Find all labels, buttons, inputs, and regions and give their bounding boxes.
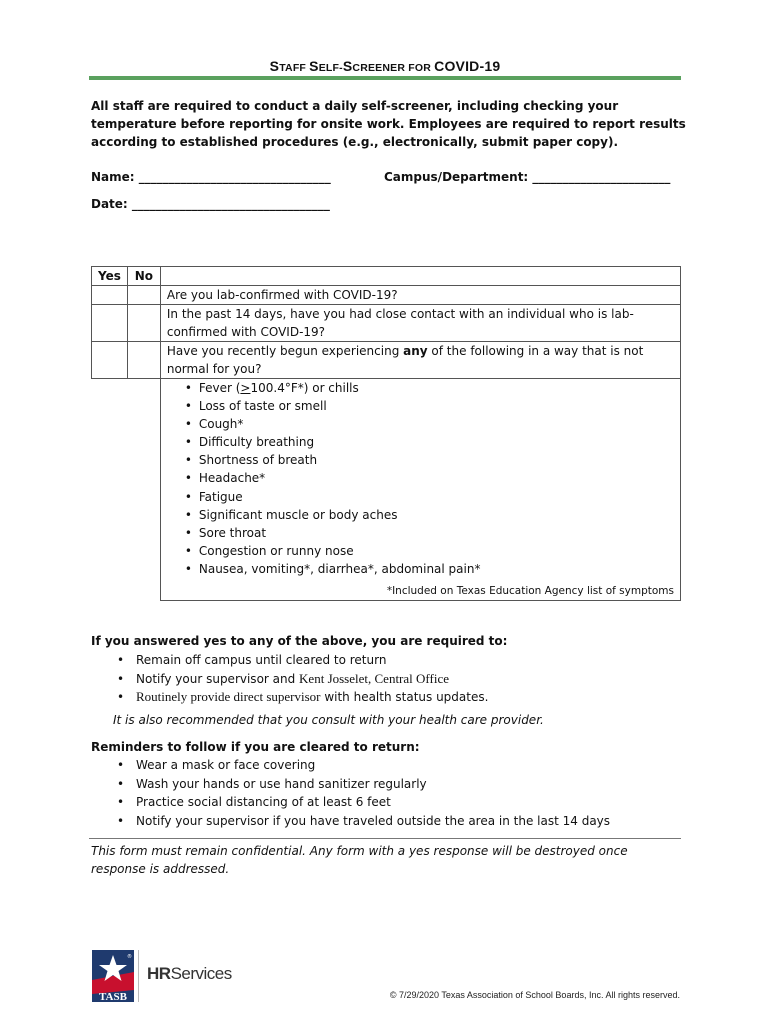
date-field[interactable]: Date: _________________________________: [91, 197, 330, 211]
list-item: • Fever (>100.4°F*) or chills: [185, 379, 674, 397]
no-header: No: [127, 267, 160, 286]
question-3: Have you recently begun experiencing any of the following in a way that is not normal for you?: [160, 342, 680, 379]
table-row: [92, 286, 681, 305]
no-checkbox[interactable]: [127, 286, 160, 305]
tasb-logo: [92, 950, 134, 1002]
list-item: • Routinely provide direct supervisor with health status updates.: [113, 688, 488, 707]
yes-checkbox[interactable]: [92, 286, 128, 305]
title-rule: [89, 76, 681, 80]
logo-separator: [138, 950, 139, 1002]
list-item: • Wear a mask or face covering: [113, 756, 610, 775]
tasb-logo-text: TASB: [99, 991, 127, 1002]
question-2: In the past 14 days, have you had close contact with an individual who is lab-confirmed with COVID-19?: [160, 305, 680, 342]
reminders-list: [113, 756, 610, 830]
list-item: • Notify your supervisor if you have traveled outside the area in the last 14 days: [113, 812, 610, 831]
symptoms-cell: [160, 379, 680, 601]
list-item: • Fatigue: [185, 488, 674, 506]
yes-checkbox[interactable]: [92, 305, 128, 342]
svg-text:®: ®: [127, 954, 132, 960]
symptom-list: [167, 379, 674, 578]
list-item: • Cough*: [185, 415, 674, 433]
copyright: © 7/29/2020 Texas Association of School Boards, Inc. All rights reserved.: [389, 990, 680, 1000]
table-row: [92, 342, 681, 379]
list-item: • Shortness of breath: [185, 451, 674, 469]
list-item: • Significant muscle or body aches: [185, 506, 674, 524]
no-checkbox[interactable]: [127, 305, 160, 342]
list-item: • Difficulty breathing: [185, 433, 674, 451]
required-list: [113, 651, 488, 707]
list-item: • Notify your supervisor and Kent Josselet, Central Office: [113, 670, 488, 689]
reminders-heading: Reminders to follow if you are cleared to return:: [91, 740, 420, 754]
list-item: • Practice social distancing of at least 6 feet: [113, 793, 610, 812]
table-header-row: [92, 267, 681, 286]
campus-field[interactable]: Campus/Department: _______________________: [384, 170, 671, 184]
screening-table: [91, 266, 681, 601]
page-title: STAFF SELF-SCREENER FOR COVID-19: [269, 58, 501, 74]
list-item: • Wash your hands or use hand sanitizer regularly: [113, 775, 610, 794]
list-item: • Headache*: [185, 469, 674, 487]
name-field[interactable]: Name: ________________________________: [91, 170, 331, 184]
question-1: Are you lab-confirmed with COVID-19?: [160, 286, 680, 305]
symptom-footnote: *Included on Texas Education Agency list of symptoms: [386, 585, 674, 598]
recommendation-note: It is also recommended that you consult with your health care provider.: [113, 713, 544, 727]
hr-services-logo: HRServices: [147, 964, 232, 983]
symptoms-row: [92, 379, 681, 601]
list-item: • Sore throat: [185, 524, 674, 542]
footer-divider: [89, 838, 681, 839]
yes-checkbox[interactable]: [92, 342, 128, 379]
list-item: • Congestion or runny nose: [185, 542, 674, 560]
list-item: • Nausea, vomiting*, diarrhea*, abdominal pain*: [185, 560, 674, 578]
required-heading: If you answered yes to any of the above, you are required to:: [91, 634, 508, 648]
table-row: [92, 305, 681, 342]
no-checkbox[interactable]: [127, 342, 160, 379]
confidential-note: This form must remain confidential. Any form with a yes response will be destroyed once response is addressed.: [91, 844, 628, 876]
yes-header: Yes: [92, 267, 128, 286]
list-item: • Remain off campus until cleared to return: [113, 651, 488, 670]
list-item: • Loss of taste or smell: [185, 397, 674, 415]
intro-text: All staff are required to conduct a daily self-screener, including checking your temperature before reporting for onsite work. Employees are required to report results according to established procedures (e.g., electronically, submit paper copy).: [91, 99, 686, 149]
